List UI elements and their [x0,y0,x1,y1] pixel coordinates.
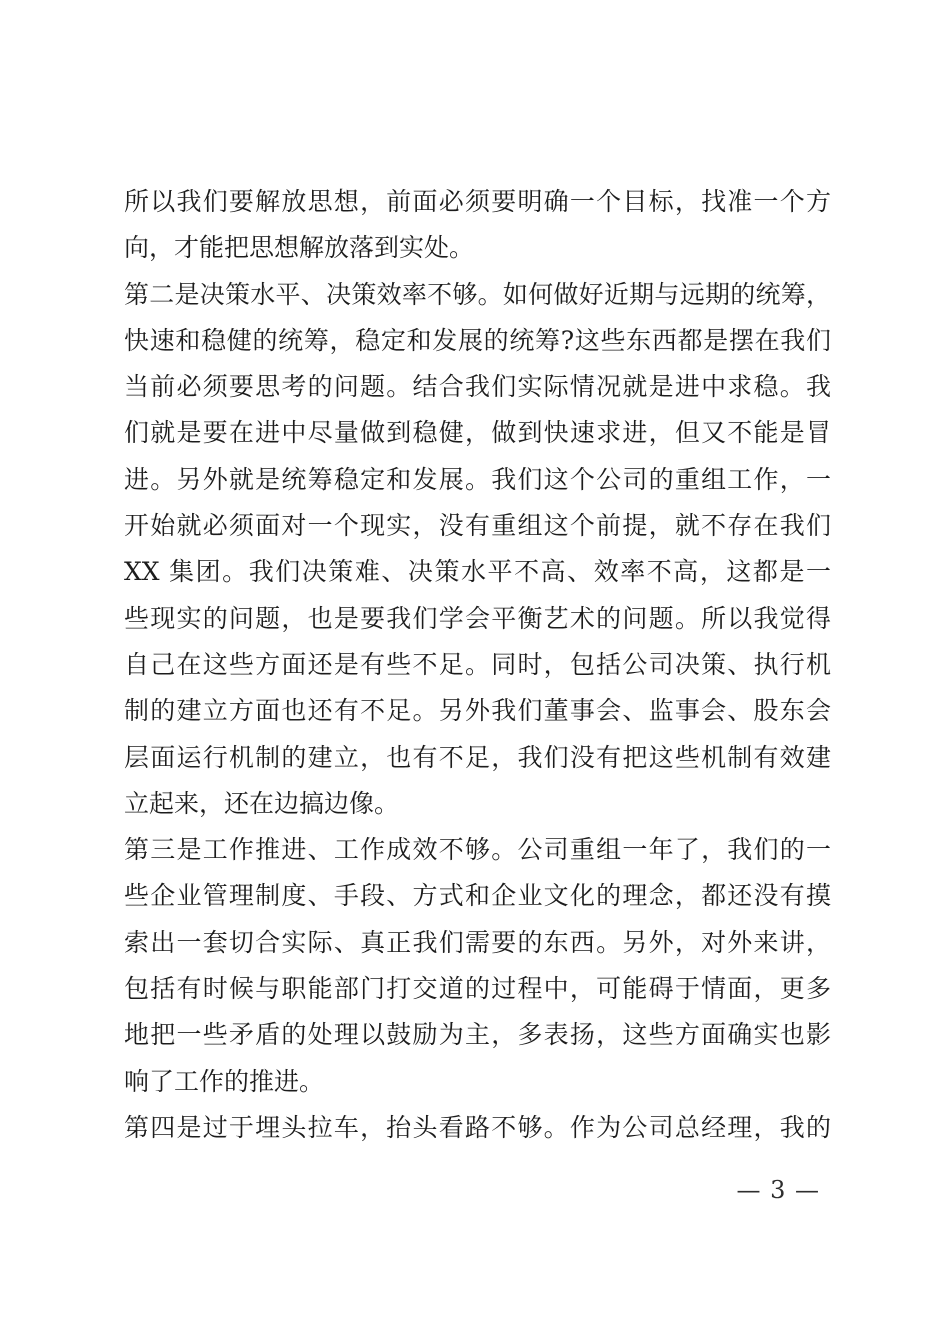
text-line: 当前必须要思考的问题。结合我们实际情况就是进中求稳。我 [124,372,831,402]
text-line: 所以我们要解放思想，前面必须要明确一个目标，找准一个方 [124,187,831,216]
text-line: 层面运行机制的建立，也有不足，我们没有把这些机制有效建 [124,742,831,772]
text-line: 自己在这些方面还是有些不足。同时，包括公司决策、执行机 [124,649,831,679]
text-line: 地把一些矛盾的处理以鼓励为主，多表扬，这些方面确实也影 [124,1020,831,1050]
text-line: 些现实的问题，也是要我们学会平衡艺术的问题。所以我觉得 [124,603,831,633]
text-line: 第四是过于埋头拉车，抬头看路不够。作为公司总经理，我的 [124,1112,831,1142]
text-line: 们就是要在进中尽量做到稳健，做到快速求进，但又不能是冒 [124,418,831,448]
text-line: 进。另外就是统筹稳定和发展。我们这个公司的重组工作，一 [124,464,831,494]
text-line: 制的建立方面也还有不足。另外我们董事会、监事会、股东会 [124,696,831,726]
text-line: 索出一套切合实际、真正我们需要的东西。另外，对外来讲， [124,927,831,957]
page-number: — 3 — [736,1176,820,1204]
text-line: 些企业管理制度、手段、方式和企业文化的理念，都还没有摸 [124,881,831,911]
text-line: 第二是决策水平、决策效率不够。如何做好近期与远期的统筹， [124,279,831,309]
text-line: 包括有时候与职能部门打交道的过程中，可能碍于情面，更多 [124,974,831,1004]
text-line: 向，才能把思想解放落到实处。 [124,233,475,263]
text-line: 开始就必须面对一个现实，没有重组这个前提，就不存在我们 [124,511,831,541]
text-line: 快速和稳健的统筹，稳定和发展的统筹?这些东西都是摆在我们 [124,325,831,355]
text-line: 响了工作的推进。 [124,1066,325,1096]
text-line: XX 集团。我们决策难、决策水平不高、效率不高，这都是一 [124,557,831,587]
document-text-block [124,179,831,1151]
text-line: 立起来，还在边搞边像。 [124,788,400,818]
text-line: 第三是工作推进、工作成效不够。公司重组一年了，我们的一 [124,835,831,865]
